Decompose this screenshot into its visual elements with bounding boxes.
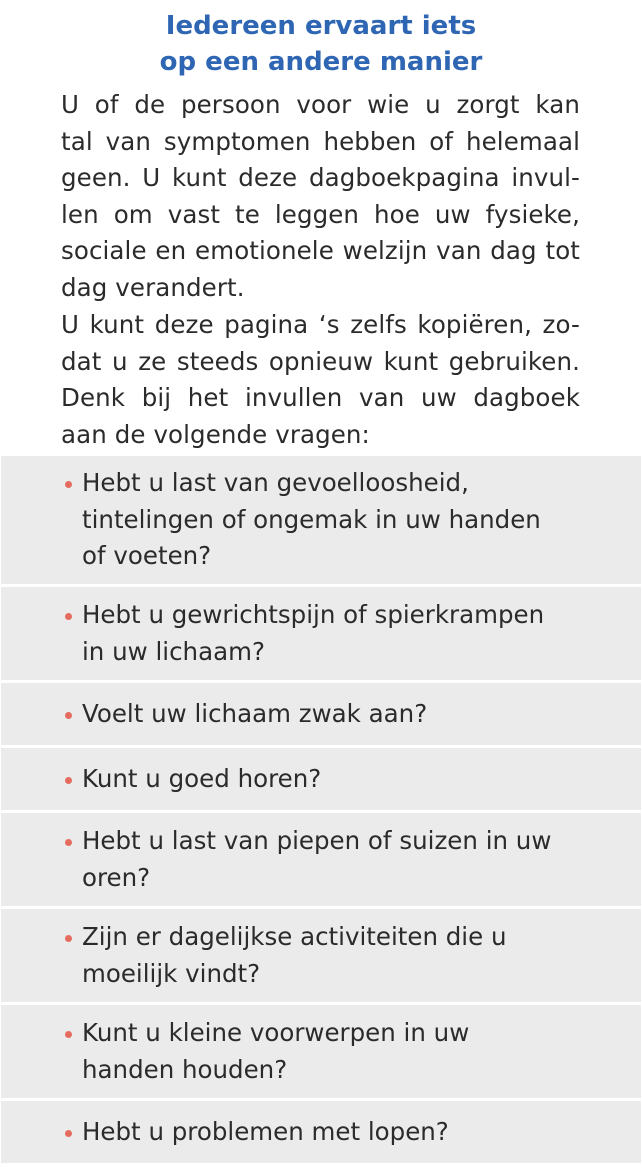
question-text: in uw lichaam?: [82, 636, 265, 666]
question-item: [1, 587, 641, 680]
question-text: handen houden?: [82, 1054, 288, 1084]
intro-line: len om vast te leggen hoe uw fysieke,: [61, 199, 580, 229]
question-text: tintelingen of ongemak in uw handen: [82, 504, 541, 534]
intro-line: geen. U kunt deze dagboekpagina invul-: [61, 163, 580, 192]
question-item: [1, 1005, 641, 1098]
instruction-paragraph: [61, 307, 580, 453]
question-item: [1, 683, 641, 745]
question-item: [1, 909, 641, 1002]
question-item: [1, 1101, 641, 1163]
bullet-icon: [65, 613, 72, 620]
question-text: Hebt u problemen met lopen?: [82, 1116, 449, 1146]
bullet-icon: [65, 839, 72, 846]
question-list: [0, 456, 642, 1166]
question-text: of voeten?: [82, 541, 212, 571]
bullet-icon: [65, 1130, 72, 1137]
question-text: Zijn er dagelijkse activiteiten die u: [82, 922, 507, 951]
question-item: [1, 748, 641, 810]
question-text: moeilijk vindt?: [82, 958, 261, 988]
question-text: Voelt uw lichaam zwak aan?: [82, 698, 428, 728]
intro-line: tal van symptomen hebben of helemaal: [61, 126, 580, 156]
question-text: Hebt u gewrichtspijn of spierkrampen: [82, 600, 545, 629]
bullet-icon: [65, 777, 72, 784]
instruction-line: aan de volgende vragen:: [61, 419, 370, 449]
question-item: [1, 456, 641, 584]
instruction-line: dat u ze steeds opnieuw kunt gebruiken.: [61, 346, 580, 376]
bullet-icon: [65, 935, 72, 942]
question-text: Kunt u goed horen?: [82, 763, 322, 793]
question-text: Hebt u last van gevoelloosheid,: [82, 468, 469, 498]
question-item: [1, 813, 641, 906]
bullet-icon: [65, 712, 72, 719]
intro-line: dag verandert.: [61, 272, 245, 302]
intro-line: U of de persoon voor wie u zorgt kan: [61, 90, 580, 119]
page-title: [0, 8, 642, 80]
instruction-line: Denk bij het invullen van uw dagboek: [61, 383, 580, 412]
intro-line: sociale en emotionele welzijn van dag tot: [61, 236, 580, 265]
question-text: oren?: [82, 862, 151, 892]
bullet-icon: [65, 481, 72, 488]
question-text: Kunt u kleine voorwerpen in uw: [82, 1018, 470, 1047]
bullet-icon: [65, 1031, 72, 1038]
title-line-1: Iedereen ervaart iets: [165, 11, 477, 41]
title-line-2: op een andere manier: [159, 47, 483, 77]
question-text: Hebt u last van piepen of suizen in uw: [82, 826, 552, 855]
instruction-line: U kunt deze pagina ‘s zelfs kopiëren, zo-: [61, 310, 580, 339]
intro-paragraph: [61, 87, 580, 306]
